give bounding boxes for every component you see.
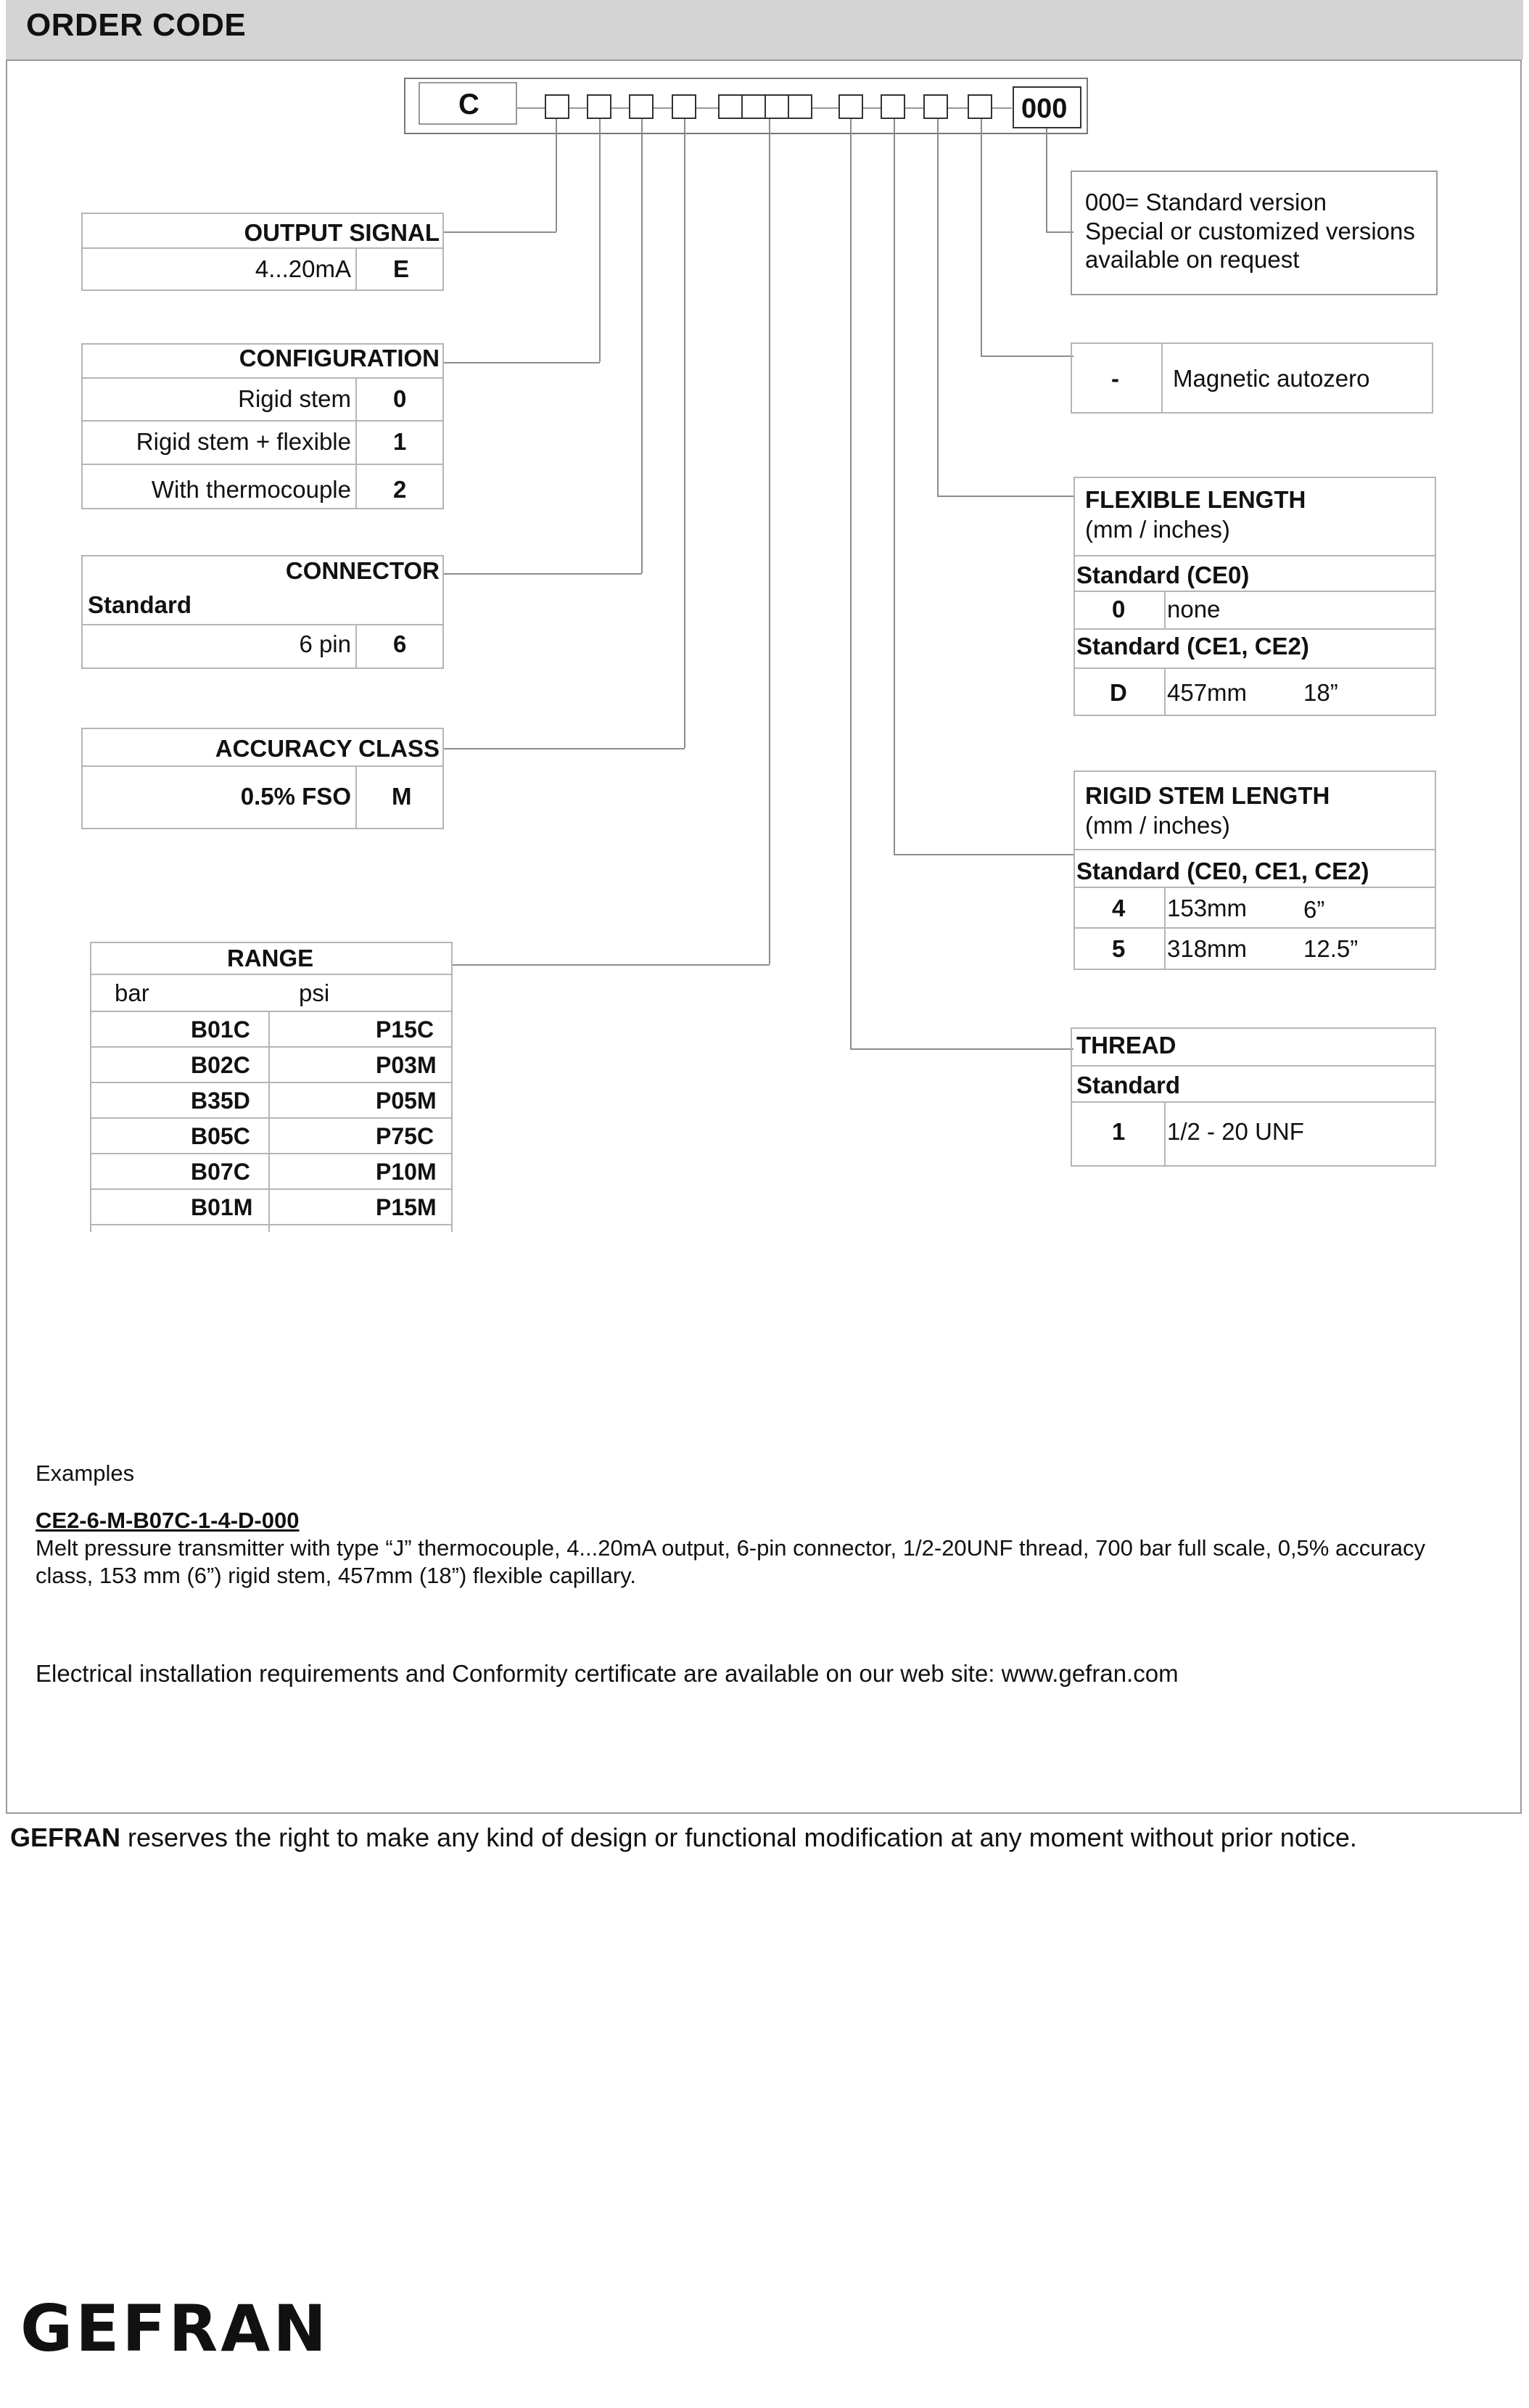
- connector-rule-2: [81, 624, 444, 625]
- accuracy-code-0: M: [392, 783, 412, 810]
- range-row-rule: [90, 1117, 453, 1119]
- gefran-logo: GEFRAN: [20, 2291, 329, 2366]
- output-edge-left: [81, 213, 83, 289]
- connector-edge-left: [81, 555, 83, 667]
- leader-accuracy-v: [684, 119, 685, 748]
- code-slot-range-2: [741, 94, 766, 119]
- flex-rule-3: [1073, 591, 1436, 592]
- range-col-bar: bar: [115, 979, 149, 1006]
- flexible-subtitle: (mm / inches): [1085, 516, 1230, 543]
- footer-brand: GEFRAN: [10, 1823, 120, 1852]
- output-rule-3: [81, 289, 444, 291]
- output-edge-right: [442, 213, 444, 289]
- flexible-group-2: Standard (CE1, CE2): [1076, 633, 1309, 659]
- range-col-psi: psi: [299, 979, 330, 1006]
- code-slot-configuration: [587, 94, 611, 119]
- rigid-rule-3: [1073, 887, 1436, 888]
- code-slot-output: [545, 94, 569, 119]
- code-slot-connector: [629, 94, 654, 119]
- leader-flexible-v: [937, 119, 939, 496]
- autozero-edge-left: [1071, 342, 1072, 412]
- accuracy-rule-3: [81, 828, 444, 829]
- flexible-code-0: 0: [1112, 596, 1126, 622]
- range-bar-code: B01M: [191, 1194, 253, 1220]
- rigid-stem-subtitle: (mm / inches): [1085, 812, 1230, 839]
- flexible-title: FLEXIBLE LENGTH: [1085, 486, 1306, 513]
- code-prefix: C: [458, 89, 479, 120]
- range-col-sep: [268, 1011, 270, 1232]
- flex-rule-2: [1073, 555, 1436, 556]
- connector-code-0: 6: [393, 630, 407, 657]
- range-bar-code: B02C: [191, 1052, 250, 1078]
- config-code-0: 0: [393, 385, 407, 412]
- code-slot-range-3: [764, 94, 789, 119]
- range-row-rule: [90, 1224, 453, 1225]
- leader-thread-h: [850, 1048, 1073, 1050]
- config-rule-2: [81, 377, 444, 379]
- example-description-line-2: class, 153 mm (6”) rigid stem, 457mm (18”) flexible capillary.: [36, 1563, 637, 1588]
- configuration-title: CONFIGURATION: [239, 345, 440, 371]
- flex-edge-left: [1073, 477, 1075, 715]
- leader-output-h: [442, 231, 556, 233]
- output-col-sep: [355, 247, 357, 289]
- range-rule-head: [90, 974, 453, 975]
- examples-heading: Examples: [36, 1460, 135, 1486]
- connector-label-0: 6 pin: [299, 630, 351, 657]
- connector-col-sep: [355, 624, 357, 667]
- leader-range-v: [769, 119, 770, 964]
- flex-edge-right: [1435, 477, 1436, 715]
- range-psi-code: P03M: [376, 1052, 437, 1078]
- rigid-rule-5: [1073, 969, 1436, 970]
- accuracy-label-0: 0.5% FSO: [240, 783, 351, 810]
- autozero-code: -: [1111, 365, 1119, 392]
- rigid-stem-mm-1: 318mm: [1167, 935, 1248, 962]
- range-row-rule: [90, 1188, 453, 1190]
- range-psi-code: P15C: [376, 1016, 434, 1043]
- thread-group: Standard: [1076, 1072, 1181, 1098]
- range-rule-cols: [90, 1011, 453, 1012]
- range-psi-code: P15M: [376, 1194, 437, 1220]
- rigid-stem-in-1: 12.5”: [1303, 935, 1359, 962]
- code-slot-thread: [838, 94, 863, 119]
- range-rule-top: [90, 942, 453, 943]
- accuracy-rule-1: [81, 728, 444, 729]
- range-bar-code: B07C: [191, 1159, 250, 1185]
- accuracy-edge-left: [81, 728, 83, 828]
- rigid-stem-code-0: 4: [1112, 895, 1126, 921]
- range-psi-code: P10M: [376, 1159, 437, 1185]
- output-rule-2: [81, 247, 444, 249]
- thread-rule-3: [1071, 1101, 1436, 1103]
- output-signal-title: OUTPUT SIGNAL: [244, 219, 440, 246]
- config-rule-5: [81, 508, 444, 509]
- footer-notice-text: reserves the right to make any kind of design or functional modification at any moment without prior notice.: [120, 1823, 1357, 1852]
- flex-col-sep-1: [1164, 591, 1166, 628]
- leader-config-h: [442, 362, 600, 363]
- flex-rule-1: [1073, 477, 1436, 478]
- footer-notice: [10, 1823, 1357, 1853]
- leader-rigid-h: [894, 854, 1073, 855]
- range-bar-code: B01C: [191, 1016, 250, 1043]
- thread-rule-4: [1071, 1165, 1436, 1167]
- rigid-stem-in-0: 6”: [1303, 896, 1325, 923]
- config-edge-right: [442, 343, 444, 508]
- config-edge-left: [81, 343, 83, 508]
- rigid-col-sep: [1164, 887, 1166, 969]
- autozero-rule-1: [1071, 342, 1433, 344]
- accuracy-rule-2: [81, 765, 444, 767]
- leader-version-v: [1046, 128, 1047, 231]
- example-description-line-1: Melt pressure transmitter with type “J” thermocouple, 4...20mA output, 6-pin connector, 1/2-20UNF thread, 700 bar full scale, 0,5% accuracy: [36, 1535, 1426, 1561]
- code-slot-range-4: [788, 94, 812, 119]
- code-suffix: 000: [1021, 94, 1068, 124]
- output-signal-code: E: [393, 255, 410, 282]
- example-code: CE2-6-M-B07C-1-4-D-000: [36, 1508, 300, 1533]
- thread-rule-1: [1071, 1027, 1436, 1029]
- rigid-stem-title: RIGID STEM LENGTH: [1085, 782, 1330, 809]
- code-slot-flexible: [923, 94, 948, 119]
- config-col-sep: [355, 377, 357, 508]
- leader-autozero-h: [981, 356, 1073, 357]
- rigid-edge-left: [1073, 771, 1075, 969]
- thread-code-0: 1: [1112, 1118, 1126, 1145]
- output-rule-1: [81, 213, 444, 214]
- config-code-1: 1: [393, 428, 407, 455]
- leader-config-v: [599, 119, 601, 362]
- code-slot-range-1: [718, 94, 743, 119]
- web-site-note: Electrical installation requirements and Conformity certificate are available on our web site: www.gefran.com: [36, 1660, 1179, 1687]
- leader-accuracy-h: [442, 748, 685, 749]
- leader-connector-h: [442, 573, 642, 575]
- range-row-rule: [90, 1046, 453, 1048]
- version-note-line-2: available on request: [1085, 246, 1300, 273]
- page-title: ORDER CODE: [26, 7, 247, 43]
- range-psi-code: P05M: [376, 1088, 437, 1114]
- thread-edge-left: [1071, 1027, 1072, 1165]
- rigid-rule-4: [1073, 927, 1436, 929]
- rigid-stem-mm-0: 153mm: [1167, 895, 1248, 921]
- range-row-rule: [90, 1082, 453, 1083]
- autozero-rule-2: [1071, 412, 1433, 414]
- range-bar-code: B05C: [191, 1123, 250, 1149]
- flexible-group-1: Standard (CE0): [1076, 562, 1250, 588]
- leader-version-h: [1046, 231, 1073, 233]
- code-slot-autozero: [968, 94, 992, 119]
- connector-title: CONNECTOR: [285, 557, 440, 584]
- range-title: RANGE: [227, 945, 314, 971]
- flex-col-sep-2: [1164, 667, 1166, 715]
- range-row-rule: [90, 1153, 453, 1154]
- flexible-mm-1: 457mm: [1167, 679, 1248, 706]
- code-slot-accuracy: [672, 94, 696, 119]
- rigid-rule-1: [1073, 771, 1436, 772]
- leader-output-v: [556, 119, 557, 231]
- flexible-in-1: 18”: [1303, 679, 1338, 706]
- thread-edge-right: [1435, 1027, 1436, 1165]
- flexible-mm-0: none: [1167, 596, 1221, 622]
- leader-range-h: [453, 964, 770, 966]
- leader-rigid-v: [894, 119, 895, 854]
- rigid-edge-right: [1435, 771, 1436, 969]
- config-label-1: Rigid stem + flexible: [136, 428, 351, 455]
- config-rule-3: [81, 420, 444, 422]
- accuracy-title: ACCURACY CLASS: [215, 735, 440, 762]
- version-note-line-0: 000= Standard version: [1085, 189, 1327, 215]
- flexible-code-1: D: [1110, 679, 1127, 706]
- connector-group: Standard: [88, 591, 192, 618]
- leader-thread-v: [850, 119, 852, 1048]
- leader-flexible-h: [937, 496, 1073, 497]
- output-signal-label: 4...20mA: [255, 255, 351, 282]
- flex-rule-6: [1073, 715, 1436, 716]
- config-code-2: 2: [393, 476, 407, 503]
- code-slot-rigid-stem: [881, 94, 905, 119]
- rigid-rule-2: [1073, 849, 1436, 850]
- range-bar-code: B35D: [191, 1088, 250, 1114]
- range-psi-code: P75C: [376, 1123, 434, 1149]
- connector-edge-right: [442, 555, 444, 667]
- leader-connector-v: [641, 119, 643, 573]
- connector-rule-1: [81, 555, 444, 556]
- thread-label-0: 1/2 - 20 UNF: [1167, 1118, 1304, 1145]
- autozero-col-sep: [1161, 342, 1163, 412]
- rigid-stem-group: Standard (CE0, CE1, CE2): [1076, 858, 1369, 884]
- autozero-edge-right: [1432, 342, 1433, 412]
- autozero-label: Magnetic autozero: [1173, 365, 1370, 392]
- config-label-0: Rigid stem: [238, 385, 351, 412]
- accuracy-edge-right: [442, 728, 444, 828]
- accuracy-col-sep: [355, 765, 357, 828]
- config-rule-4: [81, 464, 444, 465]
- rigid-stem-code-1: 5: [1112, 935, 1126, 962]
- leader-autozero-v: [981, 119, 982, 356]
- version-note-line-1: Special or customized versions: [1085, 218, 1415, 245]
- thread-col-sep: [1164, 1101, 1166, 1165]
- connector-rule-3: [81, 667, 444, 669]
- thread-rule-2: [1071, 1065, 1436, 1067]
- flex-rule-5: [1073, 667, 1436, 669]
- thread-title: THREAD: [1076, 1032, 1176, 1059]
- config-label-2: With thermocouple: [151, 476, 351, 503]
- flex-rule-4: [1073, 628, 1436, 630]
